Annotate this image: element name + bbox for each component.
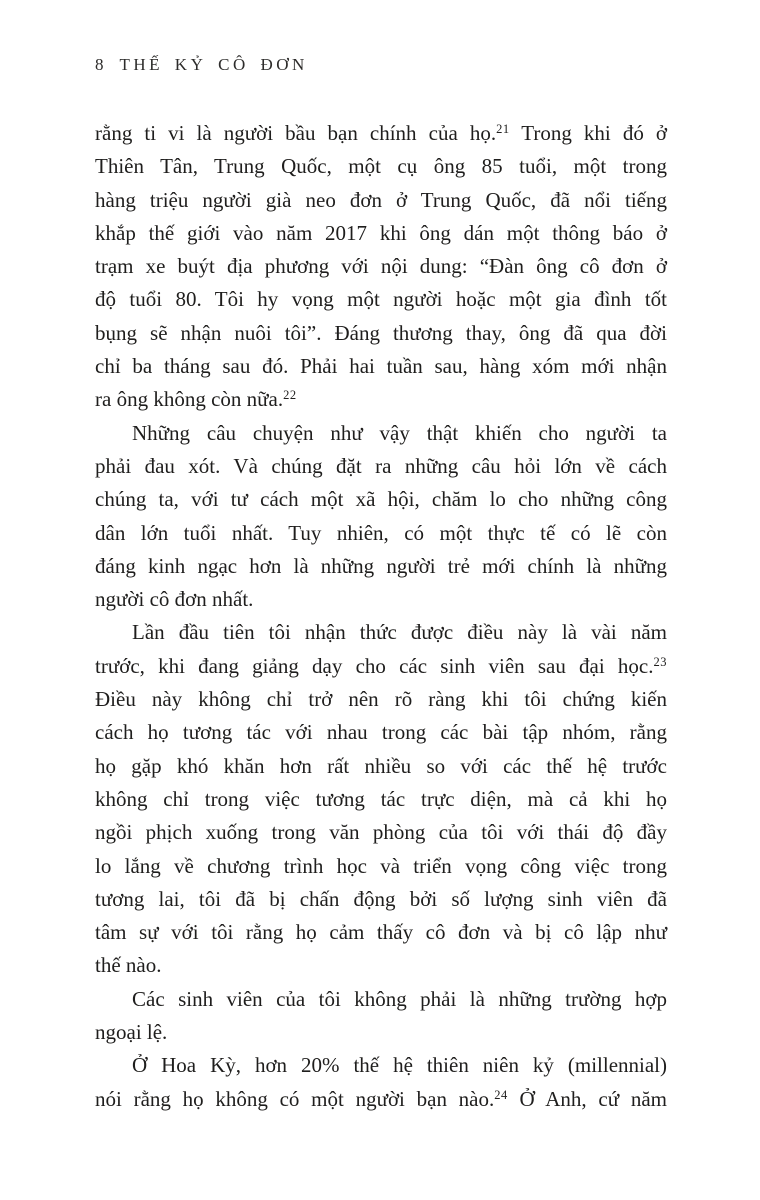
page-number: 8: [95, 55, 104, 74]
text-line: Thiên Tân, Trung Quốc, một cụ ông 85 tuổi, một trong: [95, 154, 667, 179]
text-line: người cô đơn nhất.: [95, 587, 254, 612]
text-line: trước, khi đang giảng dạy cho các sinh viên sau đại học.$^{23}$: [95, 653, 667, 678]
text-line: phải đau xót. Và chúng đặt ra những câu hỏi lớn về cách: [95, 453, 667, 478]
text-line: độ tuổi 80. Tôi hy vọng một người hoặc một gia đình tốt: [95, 287, 667, 312]
text-line: không chỉ trong việc tương tác trực diện, mà cả khi họ: [95, 786, 667, 811]
text-line: họ gặp khó khăn hơn rất nhiều so với các thế hệ trước: [95, 753, 667, 778]
page-body: [95, 117, 667, 1116]
text-line: lo lắng về chương trình học và triển vọng công việc trong: [95, 853, 667, 878]
paragraph: [95, 117, 667, 417]
text-line: Điều này không chỉ trở nên rõ ràng khi tôi chứng kiến: [95, 687, 667, 712]
text-line: Những câu chuyện như vậy thật khiến cho người ta: [132, 420, 667, 445]
text-line: ra ông không còn nữa.$^{22}$: [95, 387, 297, 412]
text-line: tương lai, tôi đã bị chấn động bởi số lượng sinh viên đã: [95, 886, 667, 911]
text-line: Ở Hoa Kỳ, hơn 20% thế hệ thiên niên kỷ (millennial): [132, 1053, 667, 1078]
text-line: chỉ ba tháng sau đó. Phải hai tuần sau, hàng xóm mới nhận: [95, 354, 667, 379]
text-line: khắp thế giới vào năm 2017 khi ông dán một thông báo ở: [95, 220, 667, 245]
text-line: rằng ti vi là người bầu bạn chính của họ.$^{21}$ Trong khi đó ở: [95, 121, 667, 145]
text-line: dân lớn tuổi nhất. Tuy nhiên, có một thực tế có lẽ còn: [95, 520, 667, 545]
footnote-ref: 24: [494, 1087, 508, 1102]
text-line: đáng kinh ngạc hơn là những người trẻ mới chính là những: [95, 553, 667, 578]
text-line: ngồi phịch xuống trong văn phòng của tôi với thái độ đầy: [95, 820, 667, 845]
text-line: Các sinh viên của tôi không phải là những trường hợp: [132, 986, 667, 1011]
text-line: cách họ tương tác với nhau trong các bài tập nhóm, rằng: [95, 720, 667, 745]
text-line: chúng ta, với tư cách một xã hội, chăm lo cho những công: [95, 487, 667, 512]
text-line: thế nào.: [95, 953, 162, 978]
paragraph: [95, 983, 667, 1050]
paragraph: [95, 417, 667, 617]
footnote-ref: 23: [653, 654, 667, 669]
page-header: [95, 55, 760, 75]
text-line: tâm sự với tôi rằng họ cảm thấy cô đơn và bị cô lập như: [95, 920, 667, 945]
text-line: hàng triệu người già neo đơn ở Trung Quốc, đã nổi tiếng: [95, 187, 667, 212]
paragraph: [95, 1049, 667, 1116]
text-line: nói rằng họ không có một người bạn nào.$^{24}$ Ở Anh, cứ năm: [95, 1086, 667, 1111]
running-title: THẾ KỶ CÔ ĐƠN: [119, 55, 308, 74]
footnote-ref: 22: [283, 388, 297, 403]
text-line: Lần đầu tiên tôi nhận thức được điều này là vài năm: [132, 620, 667, 645]
paragraph: [95, 616, 667, 982]
text-line: ngoại lệ.: [95, 1020, 168, 1045]
text-line: bụng sẽ nhận nuôi tôi”. Đáng thương thay, ông đã qua đời: [95, 320, 667, 345]
text-line: trạm xe buýt địa phương với nội dung: “Đàn ông cô đơn ở: [95, 254, 667, 279]
footnote-ref: 21: [496, 122, 510, 136]
